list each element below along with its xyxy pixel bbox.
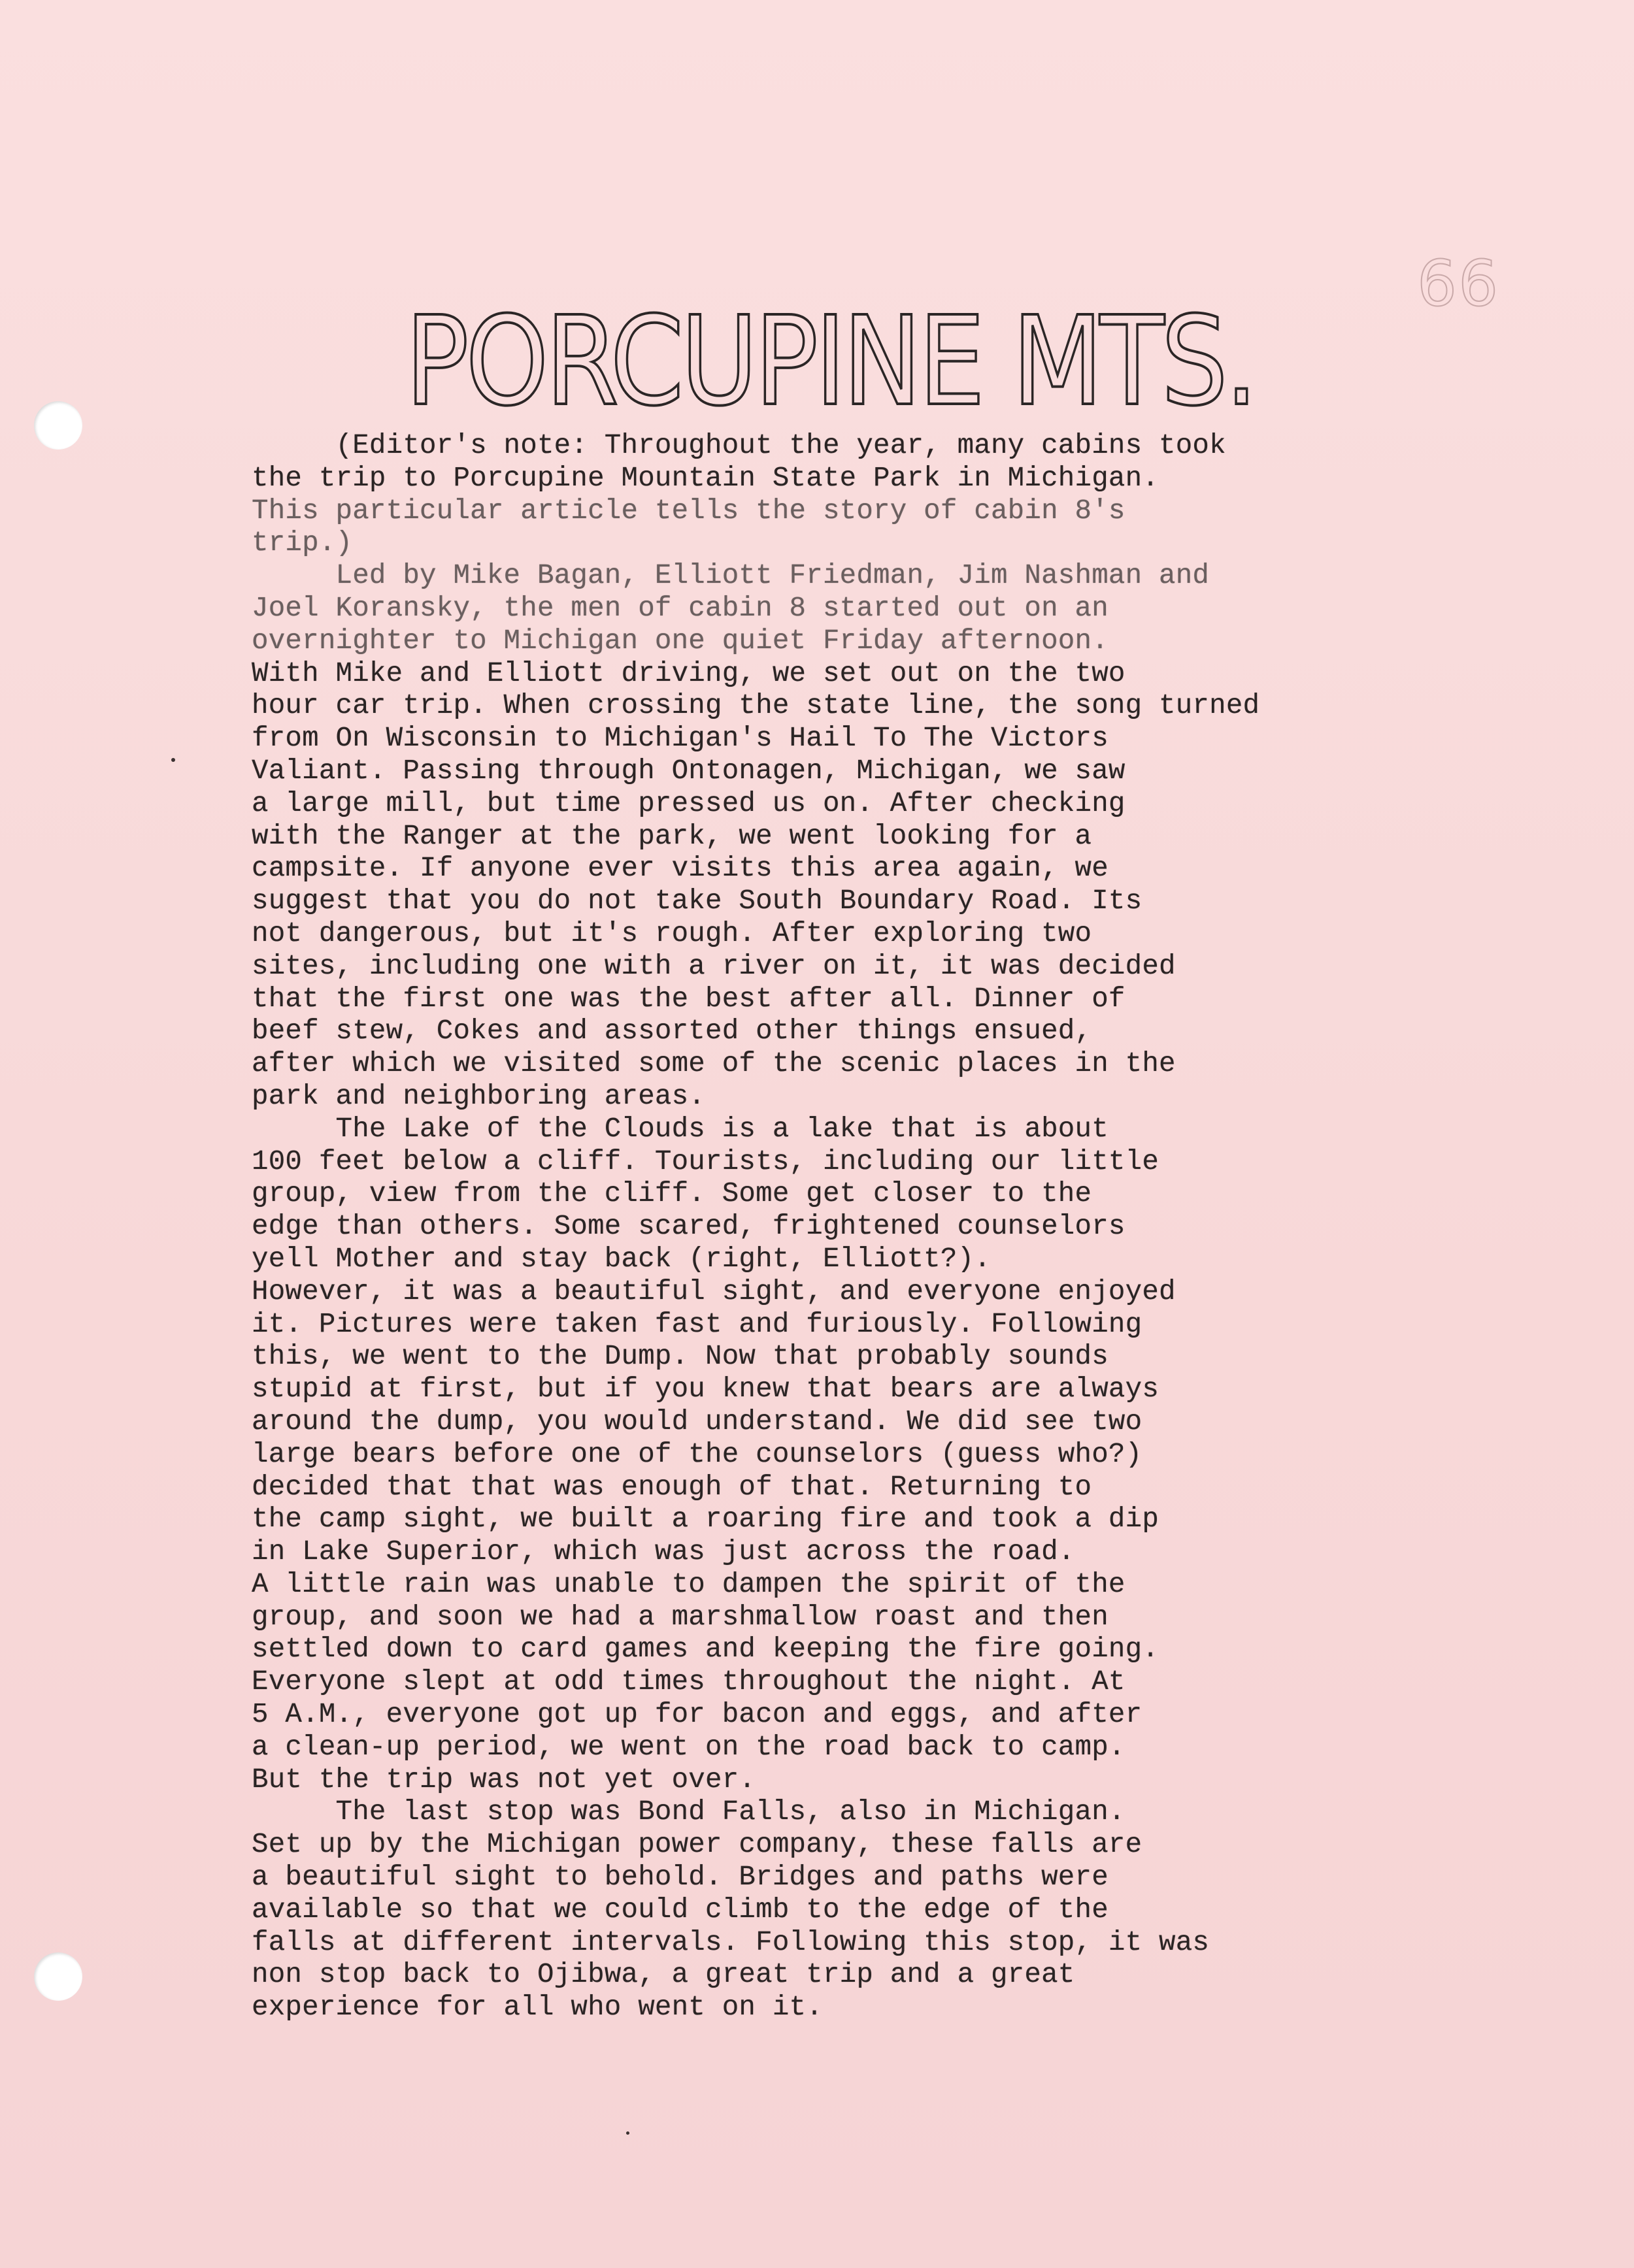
article-line: available so that we could climb to the edge of the bbox=[252, 1894, 1109, 1926]
article-line: settled down to card games and keeping the fire going. bbox=[252, 1634, 1159, 1666]
article-line: it. Pictures were taken fast and furiously. Following bbox=[252, 1308, 1142, 1340]
article-line: group, and soon we had a marshmallow roast and then bbox=[252, 1601, 1109, 1633]
article-line: falls at different intervals. Following this stop, it was bbox=[252, 1926, 1210, 1958]
article-line: Set up by the Michigan power company, these falls are bbox=[252, 1829, 1142, 1861]
article-line: in Lake Superior, which was just across the road. bbox=[252, 1536, 1075, 1568]
stray-ink-dot bbox=[171, 758, 175, 762]
stray-ink-dot bbox=[626, 2131, 629, 2135]
article-line: park and neighboring areas. bbox=[252, 1080, 706, 1112]
article-line: the camp sight, we built a roaring fire and took a dip bbox=[252, 1504, 1159, 1536]
article-line: around the dump, you would understand. We did see two bbox=[252, 1405, 1142, 1438]
article-line: campsite. If anyone ever visits this area again, we bbox=[252, 853, 1109, 885]
article-line: The Lake of the Clouds is a lake that is about bbox=[252, 1113, 1109, 1145]
article-line: stupid at first, but if you knew that bears are always bbox=[252, 1373, 1159, 1405]
article-line: a clean-up period, we went on the road back to camp. bbox=[252, 1731, 1125, 1763]
article-line: experience for all who went on it. bbox=[252, 1992, 823, 2024]
article-line: the trip to Porcupine Mountain State Park in Michigan. bbox=[252, 462, 1159, 494]
article-line: beef stew, Cokes and assorted other things ensued, bbox=[252, 1015, 1092, 1047]
punch-hole-bottom bbox=[34, 1952, 82, 2001]
article-body bbox=[252, 430, 1493, 2024]
article-line: group, view from the cliff. Some get closer to the bbox=[252, 1178, 1092, 1210]
article-line: This particular article tells the story of cabin 8's bbox=[252, 495, 1125, 527]
article-line: after which we visited some of the scenic places in the bbox=[252, 1048, 1176, 1080]
article-line: But the trip was not yet over. bbox=[252, 1764, 756, 1796]
article-line: Joel Koransky, the men of cabin 8 started out on an bbox=[252, 592, 1109, 624]
article-line: non stop back to Ojibwa, a great trip and a great bbox=[252, 1959, 1075, 1991]
article-line: from On Wisconsin to Michigan's Hail To The Victors bbox=[252, 723, 1109, 755]
article-line: a large mill, but time pressed us on. After checking bbox=[252, 787, 1125, 819]
article-line: overnighter to Michigan one quiet Friday afternoon. bbox=[252, 625, 1109, 657]
page-number: 66 bbox=[1417, 247, 1500, 320]
article-line: 5 A.M., everyone got up for bacon and eggs, and after bbox=[252, 1699, 1142, 1731]
article-line: trip.) bbox=[252, 527, 353, 559]
punch-hole-top bbox=[34, 401, 82, 450]
page-title: PORCUPINE MTS. bbox=[405, 290, 1255, 433]
article-line: suggest that you do not take South Boundary Road. Its bbox=[252, 885, 1142, 917]
article-line: yell Mother and stay back (right, Elliott?). bbox=[252, 1243, 991, 1275]
article-line: Led by Mike Bagan, Elliott Friedman, Jim Nashman and bbox=[252, 560, 1210, 592]
article-line: a beautiful sight to behold. Bridges and paths were bbox=[252, 1862, 1109, 1894]
article-line: with the Ranger at the park, we went looking for a bbox=[252, 820, 1092, 852]
article-line: Everyone slept at odd times throughout the night. At bbox=[252, 1666, 1125, 1698]
article-line: that the first one was the best after all. Dinner of bbox=[252, 983, 1125, 1015]
article-line: this, we went to the Dump. Now that probably sounds bbox=[252, 1341, 1109, 1373]
article-line: 100 feet below a cliff. Tourists, including our little bbox=[252, 1145, 1159, 1177]
article-line: sites, including one with a river on it, it was decided bbox=[252, 950, 1176, 982]
article-line: The last stop was Bond Falls, also in Michigan. bbox=[252, 1796, 1125, 1828]
article-line: hour car trip. When crossing the state line, the song turned bbox=[252, 690, 1260, 722]
article-line: A little rain was unable to dampen the spirit of the bbox=[252, 1568, 1125, 1600]
article-line: Valiant. Passing through Ontonagen, Michigan, we saw bbox=[252, 755, 1125, 787]
article-line: (Editor's note: Throughout the year, many cabins took bbox=[252, 430, 1226, 461]
article-line: edge than others. Some scared, frightened counselors bbox=[252, 1211, 1125, 1243]
article-line: With Mike and Elliott driving, we set out on the two bbox=[252, 657, 1125, 689]
article-line: large bears before one of the counselors (guess who?) bbox=[252, 1438, 1142, 1470]
article-line: However, it was a beautiful sight, and everyone enjoyed bbox=[252, 1275, 1176, 1307]
article-line: decided that that was enough of that. Returning to bbox=[252, 1471, 1092, 1503]
article-line: not dangerous, but it's rough. After exploring two bbox=[252, 917, 1092, 949]
